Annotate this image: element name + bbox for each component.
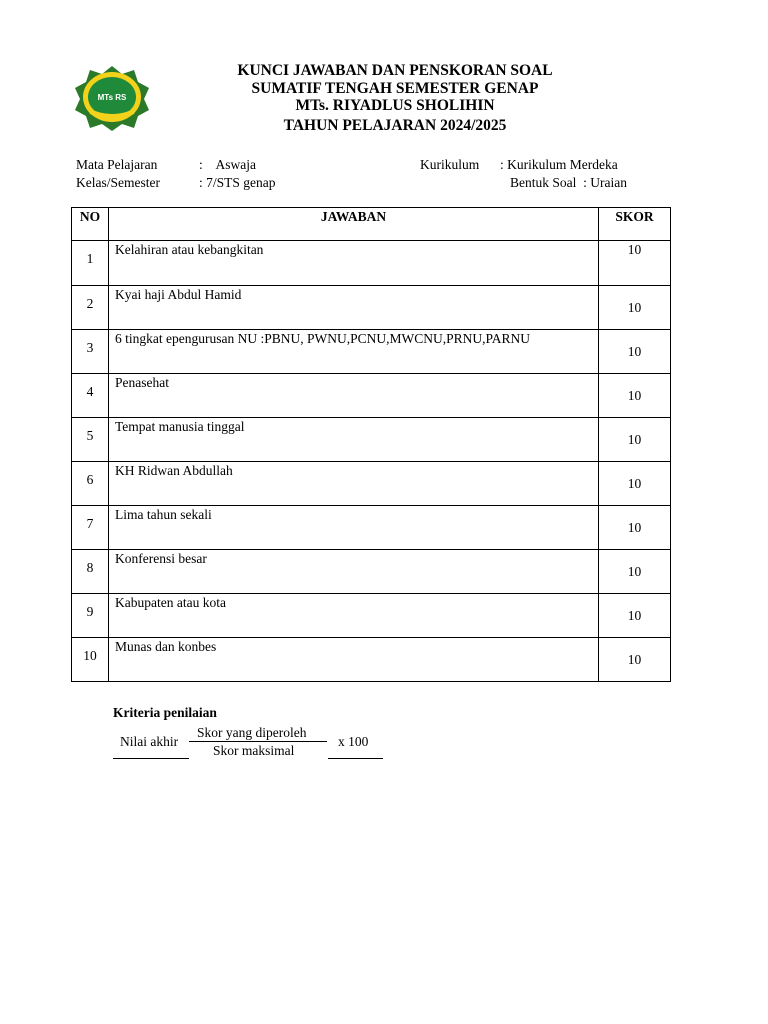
fraction-bar xyxy=(189,741,327,742)
row-jawaban: Penasehat xyxy=(115,375,169,390)
row-jawaban: Tempat manusia tinggal xyxy=(115,419,245,434)
table-row xyxy=(72,638,671,682)
table-row xyxy=(72,506,671,550)
doc-title-line2: SUMATIF TENGAH SEMESTER GENAP xyxy=(251,80,539,97)
bentuk-soal: Bentuk Soal : Uraian xyxy=(510,175,627,190)
formula-denominator: Skor maksimal xyxy=(213,743,295,758)
row-jawaban: Kelahiran atau kebangkitan xyxy=(115,242,264,257)
row-no: 5 xyxy=(86,428,94,443)
row-no: 4 xyxy=(86,384,94,399)
row-jawaban: Kabupaten atau kota xyxy=(115,595,226,610)
row-no: 2 xyxy=(86,296,94,311)
row-skor: 10 xyxy=(627,388,642,403)
row-no: 3 xyxy=(86,340,94,355)
kurikulum-value: : Kurikulum Merdeka xyxy=(500,157,618,172)
doc-title-line1: KUNCI JAWABAN DAN PENSKORAN SOAL xyxy=(237,62,553,79)
logo-text: MTs RS xyxy=(97,93,127,102)
table-row xyxy=(72,286,671,330)
row-jawaban: 6 tingkat epengurusan NU :PBNU, PWNU,PCNU,MWCNU,PRNU,PARNU xyxy=(115,331,531,346)
row-no: 9 xyxy=(86,604,94,619)
row-skor: 10 xyxy=(627,344,642,359)
formula-multiplier: x 100 xyxy=(338,734,369,749)
row-no: 1 xyxy=(86,251,94,266)
row-no: 10 xyxy=(83,648,97,663)
table-header-row xyxy=(72,208,671,241)
row-skor: 10 xyxy=(627,564,642,579)
mapel-label: Mata Pelajaran xyxy=(76,157,158,172)
table-row xyxy=(72,241,671,286)
row-jawaban: KH Ridwan Abdullah xyxy=(115,463,233,478)
row-no: 7 xyxy=(86,516,94,531)
table-row xyxy=(72,594,671,638)
header-jawaban: JAWABAN xyxy=(109,208,599,241)
table-row xyxy=(72,462,671,506)
row-skor: 10 xyxy=(627,432,642,447)
kelas-value: : 7/STS genap xyxy=(199,175,276,190)
criteria-label-underline xyxy=(113,758,189,759)
row-skor: 10 xyxy=(627,608,642,623)
row-jawaban: Munas dan konbes xyxy=(115,639,217,654)
school-logo xyxy=(72,64,152,132)
header-no: NO xyxy=(72,208,109,241)
header-skor: SKOR xyxy=(599,208,671,241)
row-jawaban: Konferensi besar xyxy=(115,551,207,566)
criteria-title: Kriteria penilaian xyxy=(113,705,217,720)
row-no: 6 xyxy=(86,472,94,487)
table-row xyxy=(72,550,671,594)
row-skor: 10 xyxy=(627,520,642,535)
kurikulum-label: Kurikulum xyxy=(420,157,480,172)
answer-key-table xyxy=(71,207,671,682)
row-skor: 10 xyxy=(627,300,642,315)
school-name: MTs. RIYADLUS SHOLIHIN xyxy=(295,97,495,114)
kelas-label: Kelas/Semester xyxy=(76,175,160,190)
table-row xyxy=(72,418,671,462)
row-jawaban: Lima tahun sekali xyxy=(115,507,212,522)
multiplier-underline xyxy=(328,758,383,759)
row-skor: 10 xyxy=(627,242,642,257)
criteria-label: Nilai akhir xyxy=(120,734,179,749)
formula-numerator: Skor yang diperoleh xyxy=(197,725,307,740)
academic-year: TAHUN PELAJARAN 2024/2025 xyxy=(283,117,507,134)
row-jawaban: Kyai haji Abdul Hamid xyxy=(115,287,242,302)
row-skor: 10 xyxy=(627,476,642,491)
table-row xyxy=(72,374,671,418)
row-skor: 10 xyxy=(627,652,642,667)
row-no: 8 xyxy=(86,560,94,575)
mapel-value: : Aswaja xyxy=(199,157,256,172)
table-row xyxy=(72,330,671,374)
